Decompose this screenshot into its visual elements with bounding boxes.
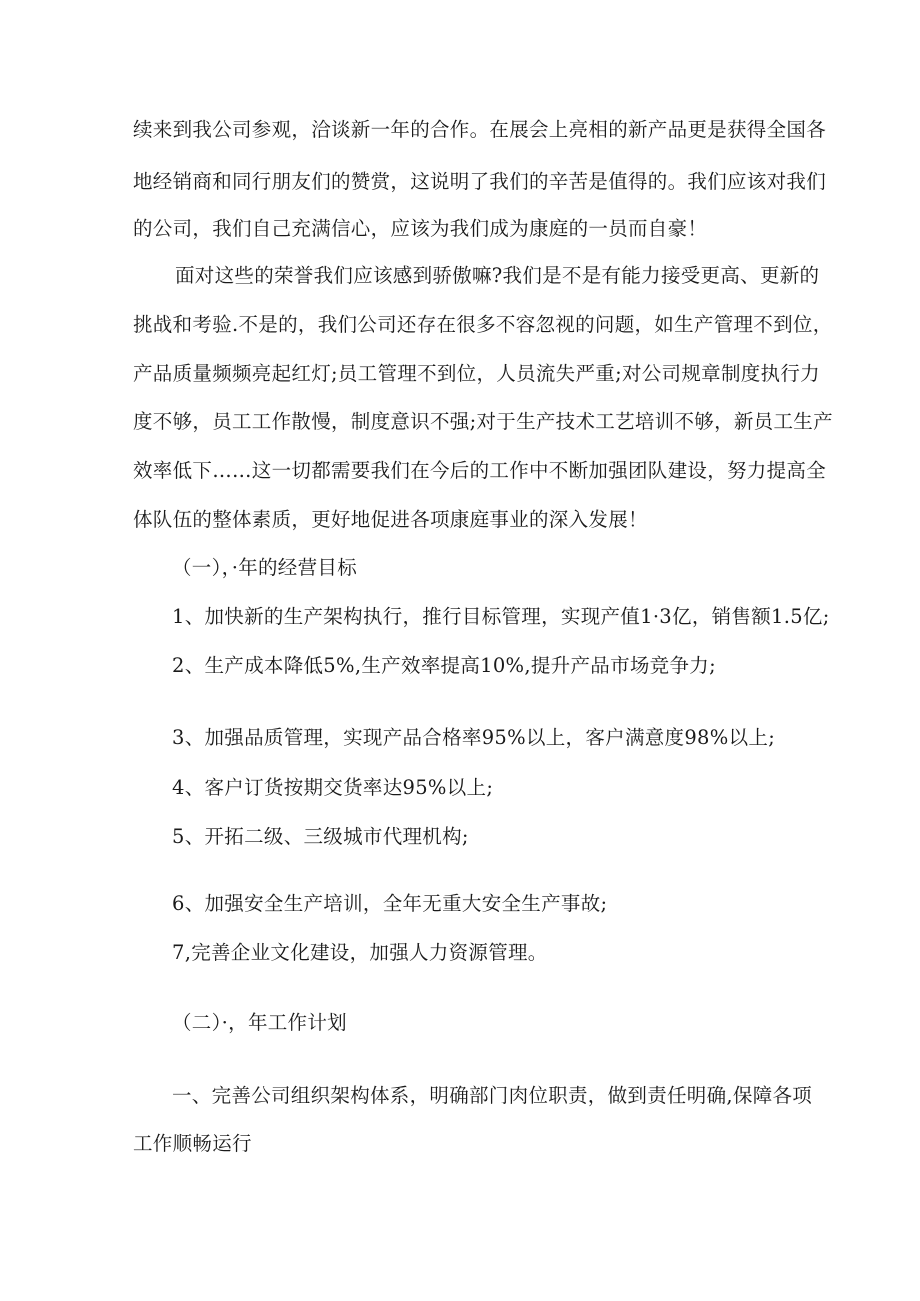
body-text-line: 的公司，我们自己充满信心，应该为我们成为康庭的一员而自豪！ [133, 217, 708, 240]
section-heading-work-plan: （二）·，年工作计划 [172, 1011, 347, 1034]
goal-list-item: 6、加强安全生产培训，全年无重大安全生产事故; [172, 892, 608, 915]
body-text-line: 产品质量频频亮起红灯;员工管理不到位，人员流失严重;对公司规章制度执行力 [133, 362, 820, 385]
goal-list-item: 1、加快新的生产架构执行，推行目标管理，实现产值1·3亿，销售额1.5亿; [172, 605, 830, 628]
plan-paragraph-line: 一、完善公司组织架构体系，明确部门肉位职责，做到责任明确,保障各项 [172, 1084, 813, 1107]
goal-list-item: 3、加强品质管理，实现产品合格率95%以上，客户满意度98%以上; [172, 726, 776, 749]
goal-list-item: 4、客户订货按期交货率达95%以上; [172, 776, 494, 799]
body-text-line: 续来到我公司参观，洽谈新一年的合作。在展会上亮相的新产品更是获得全国各 [133, 118, 827, 141]
goal-list-item: 5、开拓二级、三级城市代理机构; [172, 825, 469, 848]
body-text-line: 挑战和考验.不是的，我们公司还存在很多不容忽视的问题，如生产管理不到位， [133, 313, 833, 336]
body-text-line: 地经销商和同行朋友们的赞赏，这说明了我们的辛苦是值得的。我们应该对我们 [133, 170, 827, 193]
plan-paragraph-line: 工作顺畅运行 [133, 1132, 252, 1155]
goal-list-item: 7,完善企业文化建设，加强人力资源管理。 [172, 941, 548, 964]
section-heading-business-goals: （一），·年的经营目标 [172, 556, 357, 579]
body-text-line: 效率低下……这一切都需要我们在今后的工作中不断加强团队建设，努力提高全 [133, 459, 827, 482]
body-text-line: 体队伍的整体素质，更好地促进各项康庭事业的深入发展！ [133, 508, 648, 531]
body-text-line: 度不够，员工工作散慢，制度意识不强;对于生产技术工艺培训不够，新员工生产 [133, 410, 833, 433]
body-text-line: 面对这些的荣誉我们应该感到骄傲嘛?我们是不是有能力接受更高、更新的 [175, 264, 820, 287]
goal-list-item: 2、生产成本降低5%,生产效率提高10%,提升产品市场竞争力; [172, 654, 716, 677]
